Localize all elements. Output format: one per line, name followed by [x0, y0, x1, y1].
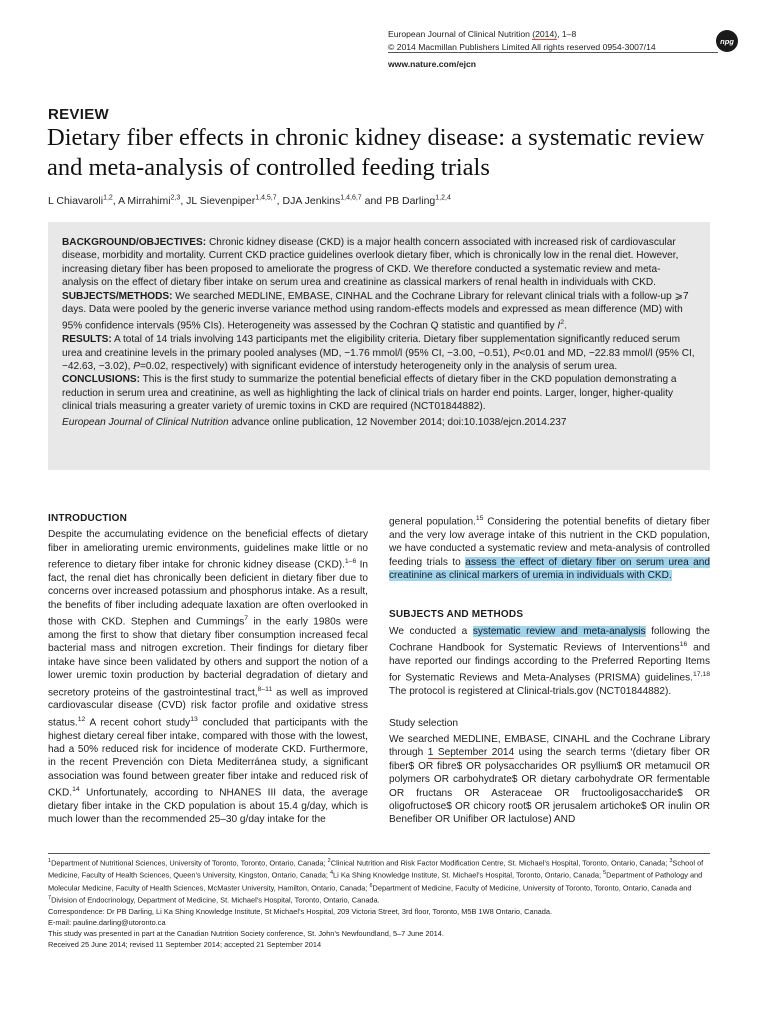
- abstract-background: BACKGROUND/OBJECTIVES: Chronic kidney disease (CKD) is a major health concern associated with increased risk of cardiovascular disease, morbidity and mortality. Current CKD practice guidelines overlook dietary fiber, which is chronically low in the renal diet. However, increasing dietary fiber has been proposed to ameliorate the progress of CKD. We therefore conducted a systematic review and meta-analysis on the effect of dietary fiber intake on serum urea and creatinine as classical markers of renal health in individuals with CKD.: [62, 237, 679, 289]
- author: DJA Jenkins$^{1,4,6,7}$ and: [282, 194, 386, 207]
- methods-paragraph: We conducted a systematic review and meta-analysis following the Cochrane Handbook for Systematic Reviews of Interventions$^{16}$ and have reported our findings according to the Preferred Reporting Items for Systematic Reviews and Meta-Analyses (PRISMA) guidelines.$^{17,18}$ The protocol is registered at Clinical-trials.gov (NCT01844882).: [389, 625, 710, 698]
- correspondence: Correspondence: Dr PB Darling, Li Ka Shing Knowledge Institute, St Michael’s Hospital, 209 Victoria Street, 3rd floor, Toronto, M5B 1W8 Ontario, Canada.: [48, 906, 553, 916]
- footnote-divider: [48, 853, 710, 854]
- study-selection-heading: Study selection: [389, 717, 459, 729]
- abstract-methods: SUBJECTS/METHODS: We searched MEDLINE, EMBASE, CINHAL and the Cochrane Library for relevant clinical trials with a follow-up ⩾7 days. Data were pooled by the generic inverse variance method using random-effects models and expressed as mean difference (MD) with 95% confidence intervals (95% CIs). Heterogeneity was assessed by the Cochran Q statistic and quantified by $I^2$.: [62, 290, 689, 332]
- author: JL Sievenpiper$^{1,4,5,7}$,: [186, 194, 283, 207]
- intro-continuation: general population.$^{15}$ Considering the potential benefits of dietary fiber and the very low average intake of this nutrient in the CKD population, we have conducted a systematic review and meta-analysis of controlled feeding trials to assess the effect of dietary fiber on serum urea and creatinine as clinical markers of uremia in individuals with CKD.: [389, 515, 710, 581]
- presentation-note: This study was presented in part at the Canadian Nutrition Society conference, St. John’s Newfoundland, 5–7 June 2014.: [48, 928, 444, 938]
- highlight-aim: assess the effect of dietary fiber on serum urea and creatinine as clinical markers of uremia in individuals with CKD.: [389, 556, 710, 581]
- journal-name: European Journal of Clinical Nutrition: [388, 29, 530, 39]
- journal-year: (2014): [532, 29, 558, 39]
- abstract-box: [48, 222, 710, 470]
- highlight-method: systematic review and meta-analysis: [472, 625, 646, 637]
- copyright-line: © 2014 Macmillan Publishers Limited All rights reserved 0954-3007/14: [388, 42, 656, 52]
- header-divider: [388, 52, 718, 53]
- author: PB Darling$^{1,2,4}$: [385, 194, 451, 207]
- intro-paragraph: Despite the accumulating evidence on the beneficial effects of dietary fiber in ameliorating uremic environments, guidelines make little or no reference to dietary fiber intake for chronic kidney disease (CKD).$^{1-6}$ In fact, the renal diet has chronically been deficient in dietary fiber due to concerns over increased potassium and phosphorus intake. As a result, the benefits of fiber including adequate laxation are often overlooked in those with CKD. Stephen and Cummings$^7$ in the early 1980s were among the first to show that dietary fiber consumption increased fecal bacterial mass and nitrogen excretion. Their findings for dietary fiber intake have since been validated by others and support the notion of a lower uremic toxin production by bacterial degradation of dietary and secretory proteins of the gastrointestinal tract,$^{8-11}$ as well as improved cardiovascular disease (CVD) risk factor profile and oxidative stress status.$^{12}$ A recent cohort study$^{13}$ concluded that participants with the highest dietary cereal fiber intake, compared with those with the lowest, had a 50% reduced risk for incidence of moderate CKD. Furthermore, in the recent Prevención con Dieta Mediterránea study, a significant association was found between greater fiber intake and reduced risk of CKD.$^{14}$ Unfortunately, according to NHANES III data, the average dietary fiber intake in the CKD population is about 15.4 g/day, which is much lower than the recommended 25–30 g/day intake for the: [48, 529, 369, 826]
- npg-logo: npg: [716, 30, 738, 52]
- highlight-date: 1 September 2014: [427, 747, 515, 759]
- affiliations: $^1$Department of Nutritional Sciences, University of Toronto, Toronto, Ontario, Canada; $^2$Clinical Nutrition and Risk Factor Modification Centre, St. Michael’s Hospital, Toronto, Ontario, Canada; $^3$School of Medicine, Faculty of Health Sciences, Queen’s University, Kingston, Ontario, Canada; $^4$Li Ka Shing Knowledge Institute, St. Michael’s Hospital, Toronto, Ontario, Canada; $^5$Department of Pathology and Molecular Medicine, Faculty of Health Sciences, McMaster University, Hamilton, Ontario, Canada; $^6$Department of Medicine, Faculty of Medicine, University of Toronto, Toronto, Ontario, Canada and $^7$Division of Endocrinology, Department of Medicine, St. Michael’s Hospital, Toronto, Ontario, Canada.: [48, 858, 704, 905]
- author: L Chiavaroli$^{1,2}$,: [48, 194, 119, 207]
- abstract-conclusions: CONCLUSIONS: This is the first study to summarize the potential beneficial effects of dietary fiber in the CKD population demonstrating a reduction in serum urea and creatinine, as well as highlighting the lack of clinical trials on harder end points. Larger, longer, higher-quality clinical trials measuring a greater variety of uremic toxins in CKD are required (NCT01844882).: [62, 374, 677, 413]
- journal-header: [388, 28, 718, 71]
- article-type-label: REVIEW: [48, 106, 109, 123]
- right-column: [389, 512, 710, 827]
- methods-heading: SUBJECTS AND METHODS: [389, 609, 524, 621]
- journal-url-link[interactable]: www.nature.com/ejcn: [388, 59, 477, 69]
- study-selection-paragraph: We searched MEDLINE, EMBASE, CINAHL and the Cochrane Library through 1 September 2014 using the search terms ‘(dietary fiber OR fiber$ OR fibre$ OR polysaccharides OR psyllium$ OR metamucil OR polymers OR carbohydrate$ OR dietary carbohydrate OR fermentable OR fructans OR Asteraceae OR fructooligosaccharide$ OR oligofructose$ OR chicory root$ OR jerusalem artichoke$ OR inulin OR Benefiber OR Unifiber OR lactulose) AND: [389, 733, 710, 826]
- received-dates: Received 25 June 2014; revised 11 September 2014; accepted 21 September 2014: [48, 939, 322, 949]
- author: A Mirrahimi$^{2,3}$,: [118, 194, 187, 207]
- journal-pages: , 1–8: [557, 29, 577, 39]
- email-link[interactable]: E-mail: pauline.darling@utoronto.ca: [48, 917, 166, 927]
- author-list: [48, 194, 451, 207]
- intro-heading: INTRODUCTION: [48, 513, 128, 524]
- footnotes: [48, 856, 710, 950]
- journal-citation-line: [388, 28, 718, 41]
- left-column: [48, 512, 368, 827]
- abstract-citation: European Journal of Clinical Nutrition advance online publication, 12 November 2014; doi:10.1038/ejcn.2014.237: [62, 416, 567, 428]
- abstract-results: RESULTS: A total of 14 trials involving 143 participants met the eligibility criteria. Dietary fiber supplementation significantly reduced serum urea and creatinine levels in the primary pooled analyses (MD, −1.76 mmol/l (95% CI, −3.00, −0.51), P<0.01 and MD, −22.83 mmol/l (95% CI, −42.63, −3.02), P=0.02, respectively) with significant evidence of interstudy heterogeneity only in the analysis of serum urea.: [62, 334, 695, 373]
- article-title: Dietary fiber effects in chronic kidney disease: a systematic review and meta-analysis of controlled feeding trials: [47, 124, 705, 181]
